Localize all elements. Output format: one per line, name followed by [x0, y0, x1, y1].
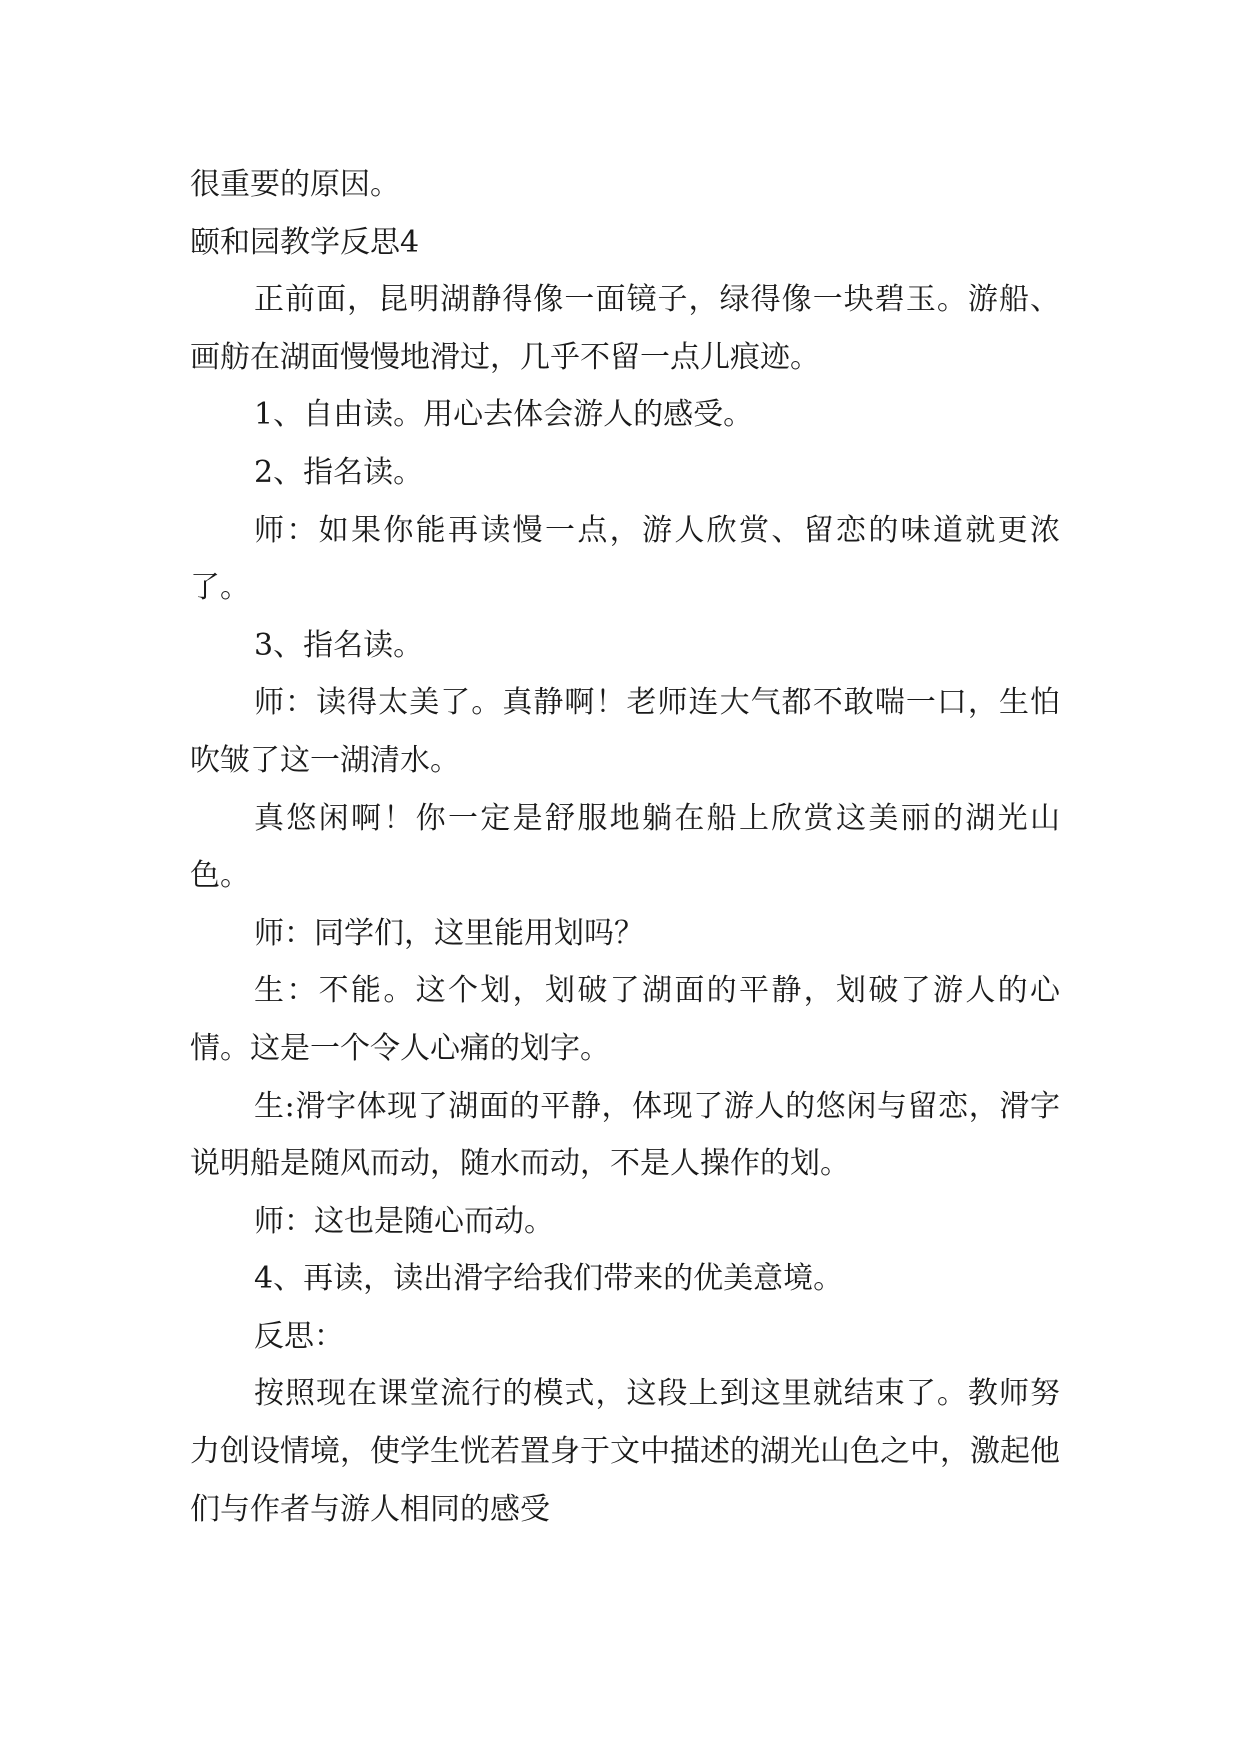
- paragraph: 师：同学们，这里能用划吗？: [254, 915, 644, 951]
- paragraph: 真悠闲啊！你一定是舒服地躺在船上欣赏这美丽的湖光山色。: [190, 800, 1060, 894]
- paragraph: 正前面，昆明湖静得像一面镜子，绿得像一块碧玉。游船、画舫在湖面慢慢地滑过，几乎不留一点儿痕迹。: [190, 282, 1060, 375]
- document-body: [190, 156, 1060, 1538]
- paragraph: 生：不能。这个划，划破了湖面的平静，划破了游人的心情。这是一个令人心痛的划字。: [190, 973, 1060, 1066]
- paragraph: 1、自由读。用心去体会游人的感受。: [254, 397, 754, 433]
- paragraph: 4、再读，读出滑字给我们带来的优美意境。: [254, 1261, 844, 1297]
- paragraph: 2、指名读。: [254, 454, 424, 490]
- paragraph: 生:滑字体现了湖面的平静，体现了游人的悠闲与留恋，滑字说明船是随风而动，随水而动，不是人操作的划。: [190, 1088, 1060, 1182]
- section-title: 颐和园教学反思4: [190, 224, 420, 260]
- paragraph: 师：这也是随心而动。: [254, 1203, 554, 1239]
- paragraph: 师：读得太美了。真静啊！老师连大气都不敢喘一口，生怕吹皱了这一湖清水。: [190, 685, 1060, 778]
- paragraph: 3、指名读。: [254, 627, 424, 663]
- paragraph: 反思：: [254, 1318, 344, 1354]
- paragraph: 很重要的原因。: [190, 167, 400, 202]
- paragraph: 按照现在课堂流行的模式，这段上到这里就结束了。教师努力创设情境，使学生恍若置身于文中描述的湖光山色之中，激起他们与作者与游人相同的感受: [190, 1376, 1060, 1527]
- paragraph: 师：如果你能再读慢一点，游人欣赏、留恋的味道就更浓了。: [190, 512, 1060, 606]
